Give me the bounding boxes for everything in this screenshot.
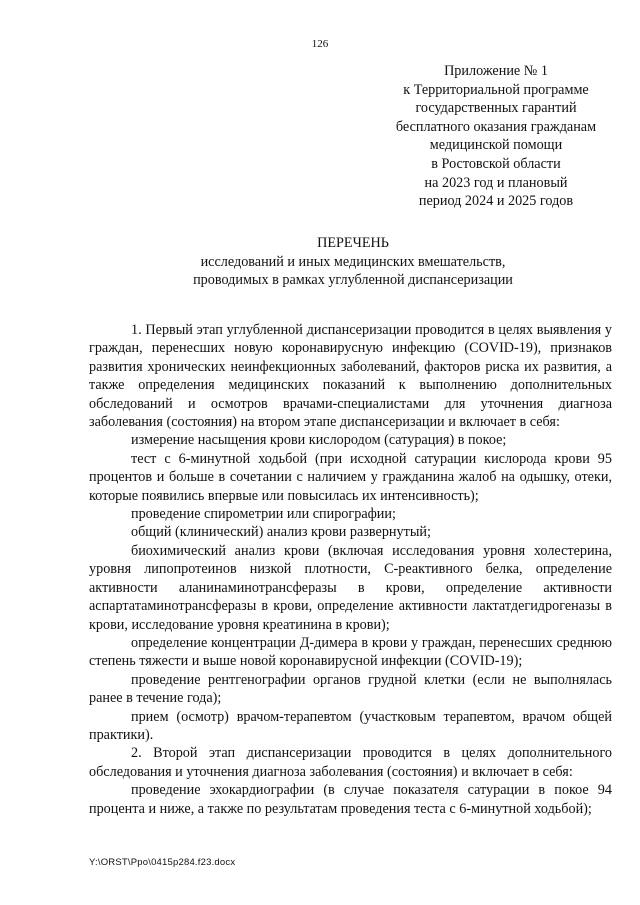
appendix-line: на 2023 год и плановый bbox=[424, 174, 568, 191]
paragraph: проведение спирометрии или спирографии; bbox=[131, 506, 396, 523]
appendix-line: бесплатного оказания гражданам bbox=[395, 118, 597, 135]
appendix-line: Приложение № 1 bbox=[444, 63, 548, 79]
title-heading: ПЕРЕЧЕНЬ bbox=[317, 235, 389, 251]
appendix-line: период 2024 и 2025 годов bbox=[418, 193, 574, 210]
paragraph: определение концентрации Д-димера в крови у граждан, перенесших среднюю степень тяжести и выше новой коронавирусной инфекции (COVID-19); bbox=[89, 634, 612, 670]
document-title bbox=[0, 234, 640, 290]
paragraph: прием (осмотр) врачом-терапевтом (участковым терапевтом, врачом общей практики). bbox=[89, 708, 612, 743]
paragraph: биохимический анализ крови (включая исследования уровня холестерина, уровня липопротеинов низкой плотности, С-реактивного белка, определение активности аланинаминотрансферазы в крови, определение активности аспартатаминотрансферазы в крови, определение активности лактатдегидрогеназы в крови, исследование уровня креатинина в крови); bbox=[89, 542, 612, 633]
paragraph: общий (клинический) анализ крови развернутый; bbox=[131, 524, 431, 541]
paragraph: измерение насыщения крови кислородом (сатурация) в покое; bbox=[131, 432, 507, 449]
page-number: 126 bbox=[311, 38, 329, 50]
paragraph: проведение эхокардиографии (в случае показателя сатурации в покое 94 процента и ниже, а также по результатам проведения теста с 6-минутной ходьбой); bbox=[89, 782, 612, 817]
appendix-line: в Ростовской области bbox=[431, 155, 561, 172]
appendix-line: медицинской помощи bbox=[429, 137, 563, 154]
paragraph: 1. Первый этап углубленной диспансеризации проводится в целях выявления у граждан, перенесших новую коронавирусную инфекцию (COVID-19), признаков развития хронических неинфекционных заболеваний, факторов риска их развития, а также определения медицинских показаний к выполнению дополнительных обследований и осмотров врачами-специалистами для уточнения диагноза заболевания (состояния) на втором этапе диспансеризации и включает в себя: bbox=[89, 322, 612, 431]
paragraph: проведение рентгенографии органов грудной клетки (если не выполнялась ранее в течение года); bbox=[89, 671, 612, 707]
document-body bbox=[89, 321, 612, 818]
file-path-footer: Y:\ORST\Ppo\0415p284.f23.docx bbox=[89, 857, 236, 868]
title-line: исследований и иных медицинских вмешательств, bbox=[200, 253, 506, 270]
appendix-line: государственных гарантий bbox=[415, 100, 577, 117]
title-line: проводимых в рамках углубленной диспансеризации bbox=[193, 272, 513, 289]
paragraph: 2. Второй этап диспансеризации проводится в целях дополнительного обследования и уточнения диагноза заболевания (состояния) и включает в себя: bbox=[89, 745, 612, 780]
paragraph: тест с 6-минутной ходьбой (при исходной сатурации кислорода крови 95 процентов и больше в сочетании с наличием у гражданина жалоб на одышку, отеки, которые появились впервые или повысилась их интенсивность); bbox=[89, 450, 612, 504]
appendix-line: к Территориальной программе bbox=[403, 81, 589, 98]
appendix-header bbox=[380, 62, 612, 211]
